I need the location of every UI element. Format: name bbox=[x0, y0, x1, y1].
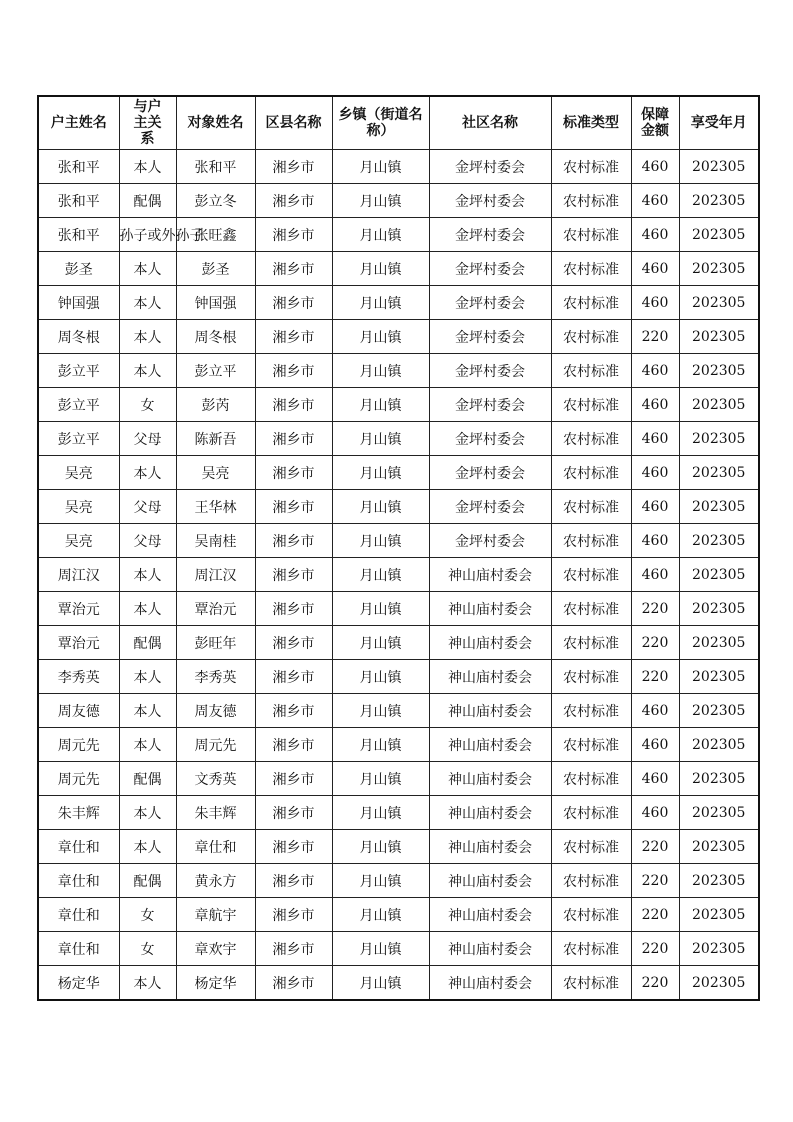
table-row bbox=[38, 864, 759, 898]
cell-householder-name: 覃治元 bbox=[38, 626, 119, 660]
cell-district: 湘乡市 bbox=[255, 660, 332, 694]
table-row bbox=[38, 354, 759, 388]
cell-recipient-name: 钟国强 bbox=[176, 286, 255, 320]
cell-amount: 220 bbox=[631, 864, 679, 898]
cell-community: 金坪村委会 bbox=[429, 286, 551, 320]
cell-period: 202305 bbox=[679, 830, 759, 864]
cell-standard-type: 农村标准 bbox=[551, 558, 631, 592]
header-relationship: 与户主关系 bbox=[119, 96, 176, 150]
cell-township: 月山镇 bbox=[332, 354, 429, 388]
cell-relationship bbox=[119, 660, 176, 694]
cell-relationship bbox=[119, 252, 176, 286]
cell-standard-type: 农村标准 bbox=[551, 932, 631, 966]
table-row bbox=[38, 932, 759, 966]
cell-standard-type: 农村标准 bbox=[551, 660, 631, 694]
cell-amount: 220 bbox=[631, 932, 679, 966]
relationship-text: 本人 bbox=[133, 737, 162, 754]
cell-community: 金坪村委会 bbox=[429, 184, 551, 218]
cell-township: 月山镇 bbox=[332, 966, 429, 1001]
cell-householder-name: 周元先 bbox=[38, 762, 119, 796]
cell-period: 202305 bbox=[679, 796, 759, 830]
cell-householder-name: 周元先 bbox=[38, 728, 119, 762]
table-row bbox=[38, 422, 759, 456]
cell-recipient-name: 朱丰辉 bbox=[176, 796, 255, 830]
cell-district: 湘乡市 bbox=[255, 728, 332, 762]
cell-period: 202305 bbox=[679, 966, 759, 1001]
table-body bbox=[38, 150, 759, 1001]
cell-district: 湘乡市 bbox=[255, 422, 332, 456]
cell-community: 神山庙村委会 bbox=[429, 898, 551, 932]
cell-township: 月山镇 bbox=[332, 830, 429, 864]
cell-community: 神山庙村委会 bbox=[429, 796, 551, 830]
cell-recipient-name: 彭立平 bbox=[176, 354, 255, 388]
cell-community: 金坪村委会 bbox=[429, 320, 551, 354]
cell-standard-type: 农村标准 bbox=[551, 762, 631, 796]
cell-period: 202305 bbox=[679, 660, 759, 694]
cell-township: 月山镇 bbox=[332, 456, 429, 490]
cell-standard-type: 农村标准 bbox=[551, 150, 631, 184]
assistance-roster-table bbox=[37, 95, 760, 1001]
cell-period: 202305 bbox=[679, 388, 759, 422]
cell-householder-name: 彭立平 bbox=[38, 422, 119, 456]
cell-community: 金坪村委会 bbox=[429, 252, 551, 286]
cell-township: 月山镇 bbox=[332, 932, 429, 966]
cell-amount: 460 bbox=[631, 150, 679, 184]
cell-amount: 460 bbox=[631, 286, 679, 320]
cell-community: 神山庙村委会 bbox=[429, 728, 551, 762]
cell-community: 金坪村委会 bbox=[429, 524, 551, 558]
cell-district: 湘乡市 bbox=[255, 932, 332, 966]
table-row bbox=[38, 490, 759, 524]
cell-standard-type: 农村标准 bbox=[551, 218, 631, 252]
cell-township: 月山镇 bbox=[332, 626, 429, 660]
relationship-text: 本人 bbox=[133, 261, 162, 278]
header-standard-type: 标准类型 bbox=[551, 96, 631, 150]
table-row bbox=[38, 694, 759, 728]
cell-amount: 460 bbox=[631, 694, 679, 728]
cell-householder-name: 周友德 bbox=[38, 694, 119, 728]
cell-relationship bbox=[119, 932, 176, 966]
cell-relationship bbox=[119, 966, 176, 1001]
cell-recipient-name: 章仕和 bbox=[176, 830, 255, 864]
cell-recipient-name: 彭圣 bbox=[176, 252, 255, 286]
cell-standard-type: 农村标准 bbox=[551, 320, 631, 354]
cell-recipient-name: 李秀英 bbox=[176, 660, 255, 694]
cell-amount: 220 bbox=[631, 966, 679, 1001]
cell-community: 金坪村委会 bbox=[429, 354, 551, 388]
cell-relationship bbox=[119, 694, 176, 728]
relationship-text: 配偶 bbox=[133, 635, 162, 652]
relationship-text: 本人 bbox=[133, 703, 162, 720]
cell-recipient-name: 吴南桂 bbox=[176, 524, 255, 558]
cell-householder-name: 彭立平 bbox=[38, 388, 119, 422]
cell-householder-name: 彭圣 bbox=[38, 252, 119, 286]
header-householder-name: 户主姓名 bbox=[38, 96, 119, 150]
cell-relationship bbox=[119, 218, 204, 252]
cell-community: 神山庙村委会 bbox=[429, 830, 551, 864]
cell-recipient-name: 周冬根 bbox=[176, 320, 255, 354]
cell-relationship bbox=[119, 456, 176, 490]
cell-district: 湘乡市 bbox=[255, 524, 332, 558]
cell-householder-name: 周江汉 bbox=[38, 558, 119, 592]
cell-period: 202305 bbox=[679, 252, 759, 286]
cell-amount: 220 bbox=[631, 320, 679, 354]
cell-district: 湘乡市 bbox=[255, 456, 332, 490]
cell-recipient-name: 彭旺年 bbox=[176, 626, 255, 660]
cell-recipient-name: 彭立冬 bbox=[176, 184, 255, 218]
cell-recipient-name: 文秀英 bbox=[176, 762, 255, 796]
cell-amount: 460 bbox=[631, 354, 679, 388]
cell-period: 202305 bbox=[679, 524, 759, 558]
cell-recipient-name: 周元先 bbox=[176, 728, 255, 762]
cell-period: 202305 bbox=[679, 422, 759, 456]
cell-recipient-name: 覃治元 bbox=[176, 592, 255, 626]
cell-period: 202305 bbox=[679, 558, 759, 592]
cell-township: 月山镇 bbox=[332, 558, 429, 592]
cell-community: 神山庙村委会 bbox=[429, 762, 551, 796]
cell-district: 湘乡市 bbox=[255, 320, 332, 354]
cell-standard-type: 农村标准 bbox=[551, 252, 631, 286]
table-row bbox=[38, 184, 759, 218]
cell-township: 月山镇 bbox=[332, 184, 429, 218]
cell-community: 神山庙村委会 bbox=[429, 626, 551, 660]
cell-district: 湘乡市 bbox=[255, 218, 332, 252]
cell-district: 湘乡市 bbox=[255, 864, 332, 898]
cell-relationship bbox=[119, 796, 176, 830]
cell-amount: 460 bbox=[631, 218, 679, 252]
table-row bbox=[38, 286, 759, 320]
cell-householder-name: 章仕和 bbox=[38, 898, 119, 932]
table-row bbox=[38, 558, 759, 592]
cell-recipient-name: 陈新吾 bbox=[176, 422, 255, 456]
cell-recipient-name: 杨定华 bbox=[176, 966, 255, 1001]
cell-township: 月山镇 bbox=[332, 762, 429, 796]
cell-community: 金坪村委会 bbox=[429, 422, 551, 456]
cell-amount: 460 bbox=[631, 728, 679, 762]
cell-period: 202305 bbox=[679, 320, 759, 354]
table-row bbox=[38, 150, 759, 184]
cell-recipient-name: 彭芮 bbox=[176, 388, 255, 422]
table-row bbox=[38, 966, 759, 1001]
relationship-text: 父母 bbox=[133, 431, 162, 448]
cell-standard-type: 农村标准 bbox=[551, 728, 631, 762]
cell-township: 月山镇 bbox=[332, 286, 429, 320]
cell-district: 湘乡市 bbox=[255, 694, 332, 728]
cell-period: 202305 bbox=[679, 218, 759, 252]
header-township: 乡镇（街道名称） bbox=[332, 96, 429, 150]
relationship-text: 女 bbox=[140, 941, 155, 958]
cell-township: 月山镇 bbox=[332, 898, 429, 932]
cell-amount: 460 bbox=[631, 388, 679, 422]
cell-period: 202305 bbox=[679, 456, 759, 490]
cell-relationship bbox=[119, 388, 176, 422]
cell-recipient-name: 章航宇 bbox=[176, 898, 255, 932]
cell-householder-name: 吴亮 bbox=[38, 524, 119, 558]
cell-township: 月山镇 bbox=[332, 796, 429, 830]
cell-standard-type: 农村标准 bbox=[551, 830, 631, 864]
relationship-text: 本人 bbox=[133, 805, 162, 822]
table-row bbox=[38, 728, 759, 762]
cell-householder-name: 吴亮 bbox=[38, 456, 119, 490]
cell-district: 湘乡市 bbox=[255, 490, 332, 524]
cell-community: 金坪村委会 bbox=[429, 150, 551, 184]
cell-community: 神山庙村委会 bbox=[429, 592, 551, 626]
cell-district: 湘乡市 bbox=[255, 388, 332, 422]
cell-community: 神山庙村委会 bbox=[429, 558, 551, 592]
cell-recipient-name: 张旺鑫 bbox=[176, 218, 255, 252]
cell-relationship bbox=[119, 524, 176, 558]
header-period: 享受年月 bbox=[679, 96, 759, 150]
cell-township: 月山镇 bbox=[332, 660, 429, 694]
cell-period: 202305 bbox=[679, 354, 759, 388]
cell-township: 月山镇 bbox=[332, 728, 429, 762]
cell-recipient-name: 王华林 bbox=[176, 490, 255, 524]
relationship-text: 本人 bbox=[133, 159, 162, 176]
cell-standard-type: 农村标准 bbox=[551, 796, 631, 830]
cell-township: 月山镇 bbox=[332, 490, 429, 524]
cell-township: 月山镇 bbox=[332, 150, 429, 184]
cell-district: 湘乡市 bbox=[255, 796, 332, 830]
cell-householder-name: 钟国强 bbox=[38, 286, 119, 320]
relationship-text: 配偶 bbox=[133, 771, 162, 788]
cell-community: 金坪村委会 bbox=[429, 456, 551, 490]
relationship-text: 父母 bbox=[133, 533, 162, 550]
cell-amount: 460 bbox=[631, 252, 679, 286]
cell-amount: 220 bbox=[631, 626, 679, 660]
cell-district: 湘乡市 bbox=[255, 830, 332, 864]
cell-standard-type: 农村标准 bbox=[551, 898, 631, 932]
cell-district: 湘乡市 bbox=[255, 966, 332, 1001]
header-recipient-name: 对象姓名 bbox=[176, 96, 255, 150]
cell-householder-name: 张和平 bbox=[38, 184, 119, 218]
cell-district: 湘乡市 bbox=[255, 626, 332, 660]
cell-standard-type: 农村标准 bbox=[551, 524, 631, 558]
relationship-text: 女 bbox=[140, 397, 155, 414]
cell-district: 湘乡市 bbox=[255, 184, 332, 218]
cell-amount: 460 bbox=[631, 762, 679, 796]
cell-amount: 220 bbox=[631, 660, 679, 694]
cell-period: 202305 bbox=[679, 490, 759, 524]
cell-period: 202305 bbox=[679, 184, 759, 218]
cell-amount: 460 bbox=[631, 524, 679, 558]
table-row bbox=[38, 218, 759, 252]
cell-recipient-name: 周江汉 bbox=[176, 558, 255, 592]
cell-community: 神山庙村委会 bbox=[429, 694, 551, 728]
relationship-text: 本人 bbox=[133, 295, 162, 312]
cell-community: 神山庙村委会 bbox=[429, 932, 551, 966]
cell-community: 金坪村委会 bbox=[429, 388, 551, 422]
cell-amount: 460 bbox=[631, 422, 679, 456]
cell-relationship bbox=[119, 184, 176, 218]
cell-relationship bbox=[119, 626, 176, 660]
header-amount: 保障金额 bbox=[631, 96, 679, 150]
cell-householder-name: 章仕和 bbox=[38, 830, 119, 864]
cell-householder-name: 张和平 bbox=[38, 218, 119, 252]
cell-amount: 460 bbox=[631, 558, 679, 592]
cell-township: 月山镇 bbox=[332, 218, 429, 252]
cell-householder-name: 章仕和 bbox=[38, 932, 119, 966]
cell-recipient-name: 章欢宇 bbox=[176, 932, 255, 966]
cell-township: 月山镇 bbox=[332, 422, 429, 456]
header-community: 社区名称 bbox=[429, 96, 551, 150]
cell-recipient-name: 周友德 bbox=[176, 694, 255, 728]
cell-standard-type: 农村标准 bbox=[551, 184, 631, 218]
cell-relationship bbox=[119, 864, 176, 898]
cell-district: 湘乡市 bbox=[255, 286, 332, 320]
table-row bbox=[38, 592, 759, 626]
cell-district: 湘乡市 bbox=[255, 762, 332, 796]
cell-standard-type: 农村标准 bbox=[551, 388, 631, 422]
cell-standard-type: 农村标准 bbox=[551, 626, 631, 660]
cell-township: 月山镇 bbox=[332, 864, 429, 898]
cell-period: 202305 bbox=[679, 728, 759, 762]
cell-standard-type: 农村标准 bbox=[551, 694, 631, 728]
cell-standard-type: 农村标准 bbox=[551, 966, 631, 1001]
cell-relationship bbox=[119, 286, 176, 320]
cell-period: 202305 bbox=[679, 286, 759, 320]
cell-district: 湘乡市 bbox=[255, 252, 332, 286]
cell-householder-name: 朱丰辉 bbox=[38, 796, 119, 830]
cell-township: 月山镇 bbox=[332, 592, 429, 626]
table-row bbox=[38, 660, 759, 694]
cell-amount: 460 bbox=[631, 796, 679, 830]
relationship-text: 本人 bbox=[133, 839, 162, 856]
cell-amount: 220 bbox=[631, 898, 679, 932]
relationship-text: 本人 bbox=[133, 567, 162, 584]
cell-relationship bbox=[119, 898, 176, 932]
cell-period: 202305 bbox=[679, 150, 759, 184]
relationship-text: 本人 bbox=[133, 465, 162, 482]
cell-community: 金坪村委会 bbox=[429, 218, 551, 252]
table-row bbox=[38, 388, 759, 422]
cell-relationship bbox=[119, 422, 176, 456]
cell-standard-type: 农村标准 bbox=[551, 422, 631, 456]
cell-community: 神山庙村委会 bbox=[429, 660, 551, 694]
cell-period: 202305 bbox=[679, 626, 759, 660]
cell-township: 月山镇 bbox=[332, 252, 429, 286]
cell-householder-name: 周冬根 bbox=[38, 320, 119, 354]
table-row bbox=[38, 456, 759, 490]
cell-relationship bbox=[119, 320, 176, 354]
header-row bbox=[38, 96, 759, 150]
cell-township: 月山镇 bbox=[332, 320, 429, 354]
cell-period: 202305 bbox=[679, 762, 759, 796]
cell-period: 202305 bbox=[679, 694, 759, 728]
table-row bbox=[38, 898, 759, 932]
cell-standard-type: 农村标准 bbox=[551, 864, 631, 898]
relationship-text: 本人 bbox=[133, 363, 162, 380]
cell-township: 月山镇 bbox=[332, 694, 429, 728]
cell-district: 湘乡市 bbox=[255, 150, 332, 184]
cell-period: 202305 bbox=[679, 932, 759, 966]
cell-relationship bbox=[119, 728, 176, 762]
table-row bbox=[38, 252, 759, 286]
cell-standard-type: 农村标准 bbox=[551, 490, 631, 524]
cell-district: 湘乡市 bbox=[255, 354, 332, 388]
cell-householder-name: 张和平 bbox=[38, 150, 119, 184]
cell-householder-name: 覃治元 bbox=[38, 592, 119, 626]
cell-amount: 220 bbox=[631, 830, 679, 864]
cell-township: 月山镇 bbox=[332, 524, 429, 558]
cell-amount: 460 bbox=[631, 456, 679, 490]
table-row bbox=[38, 626, 759, 660]
cell-township: 月山镇 bbox=[332, 388, 429, 422]
cell-standard-type: 农村标准 bbox=[551, 286, 631, 320]
table-row bbox=[38, 762, 759, 796]
relationship-text: 本人 bbox=[133, 329, 162, 346]
cell-householder-name: 彭立平 bbox=[38, 354, 119, 388]
cell-relationship bbox=[119, 592, 176, 626]
cell-standard-type: 农村标准 bbox=[551, 354, 631, 388]
cell-period: 202305 bbox=[679, 592, 759, 626]
cell-relationship bbox=[119, 150, 176, 184]
cell-district: 湘乡市 bbox=[255, 592, 332, 626]
cell-recipient-name: 吴亮 bbox=[176, 456, 255, 490]
cell-householder-name: 李秀英 bbox=[38, 660, 119, 694]
relationship-text: 本人 bbox=[133, 669, 162, 686]
cell-householder-name: 杨定华 bbox=[38, 966, 119, 1001]
cell-amount: 460 bbox=[631, 490, 679, 524]
relationship-text: 配偶 bbox=[133, 193, 162, 210]
cell-amount: 220 bbox=[631, 592, 679, 626]
relationship-text: 本人 bbox=[133, 975, 162, 992]
cell-standard-type: 农村标准 bbox=[551, 592, 631, 626]
table-row bbox=[38, 830, 759, 864]
cell-householder-name: 吴亮 bbox=[38, 490, 119, 524]
cell-standard-type: 农村标准 bbox=[551, 456, 631, 490]
relationship-text: 本人 bbox=[133, 601, 162, 618]
table-row bbox=[38, 524, 759, 558]
table-row bbox=[38, 796, 759, 830]
cell-district: 湘乡市 bbox=[255, 898, 332, 932]
relationship-text: 孙子或外孙子 bbox=[119, 227, 204, 244]
cell-recipient-name: 黄永方 bbox=[176, 864, 255, 898]
cell-relationship bbox=[119, 558, 176, 592]
cell-community: 神山庙村委会 bbox=[429, 966, 551, 1001]
cell-relationship bbox=[119, 762, 176, 796]
cell-community: 金坪村委会 bbox=[429, 490, 551, 524]
table-row bbox=[38, 320, 759, 354]
cell-relationship bbox=[119, 830, 176, 864]
cell-relationship bbox=[119, 354, 176, 388]
header-district: 区县名称 bbox=[255, 96, 332, 150]
cell-district: 湘乡市 bbox=[255, 558, 332, 592]
cell-amount: 460 bbox=[631, 184, 679, 218]
cell-period: 202305 bbox=[679, 898, 759, 932]
cell-householder-name: 章仕和 bbox=[38, 864, 119, 898]
cell-recipient-name: 张和平 bbox=[176, 150, 255, 184]
relationship-text: 配偶 bbox=[133, 873, 162, 890]
cell-period: 202305 bbox=[679, 864, 759, 898]
cell-relationship bbox=[119, 490, 176, 524]
relationship-text: 父母 bbox=[133, 499, 162, 516]
relationship-text: 女 bbox=[140, 907, 155, 924]
cell-community: 神山庙村委会 bbox=[429, 864, 551, 898]
